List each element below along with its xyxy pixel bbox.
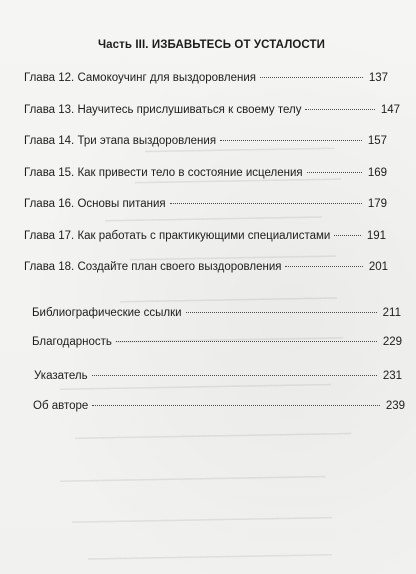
section-title: Часть III. ИЗБАВЬТЕСЬ ОТ УСТАЛОСТИ	[98, 39, 326, 51]
toc-dot-leader	[116, 341, 377, 342]
toc-entry	[24, 259, 388, 275]
toc-entry-label: Благодарность	[32, 336, 112, 348]
bleed-through-text: ━━━━━━━━━━━━━━━━━━━━━━━━━━━━━━━━━━━	[145, 143, 335, 157]
toc-entry-page: 191	[366, 230, 386, 242]
toc-entry-label: Глава 13. Научитесь прислушиваться к своему телу	[24, 104, 302, 116]
toc-entry	[34, 368, 402, 384]
toc-entry-label: Об авторе	[33, 400, 89, 412]
toc-entry	[33, 398, 405, 414]
toc-dot-leader	[186, 312, 377, 313]
toc-dot-leader	[170, 203, 362, 204]
toc-entry	[24, 133, 387, 149]
toc-dot-leader	[307, 172, 362, 173]
toc-entry-page: 137	[368, 72, 388, 84]
toc-dot-leader	[92, 375, 377, 376]
toc-entry	[24, 165, 387, 181]
toc-entry-page: 157	[367, 135, 387, 147]
toc-entry-label: Глава 18. Создайте план своего выздоровления	[24, 261, 282, 273]
toc-entry-page: 229	[382, 336, 402, 348]
bleed-through-text: ━━━━━━━━━━━━━━━━━━━━━━━━━━━━━━━━━━━━━━━━	[105, 212, 322, 226]
toc-entry-page: 231	[382, 370, 402, 382]
toc-entry-label: Глава 17. Как работать с практикующими специалистами	[24, 230, 331, 242]
toc-entry	[24, 102, 400, 118]
bleed-through-text: ━━━━━━━━━━━━━━━━━━━━━━━━━━━━━━━━━━━━━━	[130, 251, 336, 265]
toc-entry-page: 201	[368, 261, 388, 273]
toc-entry-label: Глава 14. Три этапа выздоровления	[24, 135, 217, 147]
toc-entry	[24, 70, 388, 86]
bleed-through-text: ━━━━━━━━━━━━━━━━━━━━━━━━━━━━━━━━━━━━━━━━━━━━━━━━━━━	[75, 428, 352, 444]
bleed-through-text: ━━━━━━━━━━━━━━━━━━━━━━━━━━━━━━━━━━━━━━━━	[120, 293, 337, 307]
toc-dot-leader	[285, 266, 362, 267]
toc-entry	[24, 196, 387, 212]
toc-dot-leader	[334, 235, 361, 236]
toc-entry-label: Библиографические ссылки	[32, 307, 182, 319]
toc-entry-label: Глава 15. Как привести тело в состояние исцеления	[24, 167, 303, 179]
toc-entry-page: 211	[382, 307, 401, 319]
toc-entry	[24, 228, 386, 244]
toc-entry-label: Глава 12. Самокоучинг для выздоровления	[24, 72, 256, 84]
toc-dot-leader	[92, 405, 380, 406]
toc-entry	[32, 334, 402, 350]
toc-entry-page: 179	[367, 198, 387, 210]
toc-dot-leader	[305, 109, 374, 110]
toc-entry	[32, 305, 401, 321]
toc-entry-page: 239	[385, 400, 405, 412]
toc-entry-label: Глава 16. Основы питания	[24, 198, 166, 210]
bleed-through-text: ━━━━━━━━━━━━━━━━━━━━━━━━━━━━━━━━━━━━━━━━━━━━━━━━━━	[60, 379, 331, 395]
toc-entry-page: 147	[380, 104, 400, 116]
bleed-through-text: ━━━━━━━━━━━━━━━━━━━━━━━━━━━━━━━━━━━━━━━━━━━━━	[88, 549, 332, 565]
toc-entry-label: Указатель	[34, 370, 88, 382]
toc-dot-leader	[260, 77, 363, 78]
bleed-through-text: ━━━━━━━━━━━━━━━━━━━━━━━━━━━━━━━━━━━━━━━━━━━━━━━━━	[60, 471, 326, 487]
bleed-through-text: ━━━━━━━━━━━━━━━━━━━━━━━━━━━━━━━━━━━━━━	[135, 174, 341, 188]
bleed-through-text: ━━━━━━━━━━━━━━━━━━━━━━━━━━━━━━━━━━━━━━━━━━	[115, 333, 343, 347]
bleed-through-text: ━━━━━━━━━━━━━━━━━━━━━━━━━━━━━━━━━━━━━━━━━━━━━━━━	[72, 512, 333, 528]
toc-entry-page: 169	[367, 167, 387, 179]
toc-dot-leader	[220, 140, 362, 141]
